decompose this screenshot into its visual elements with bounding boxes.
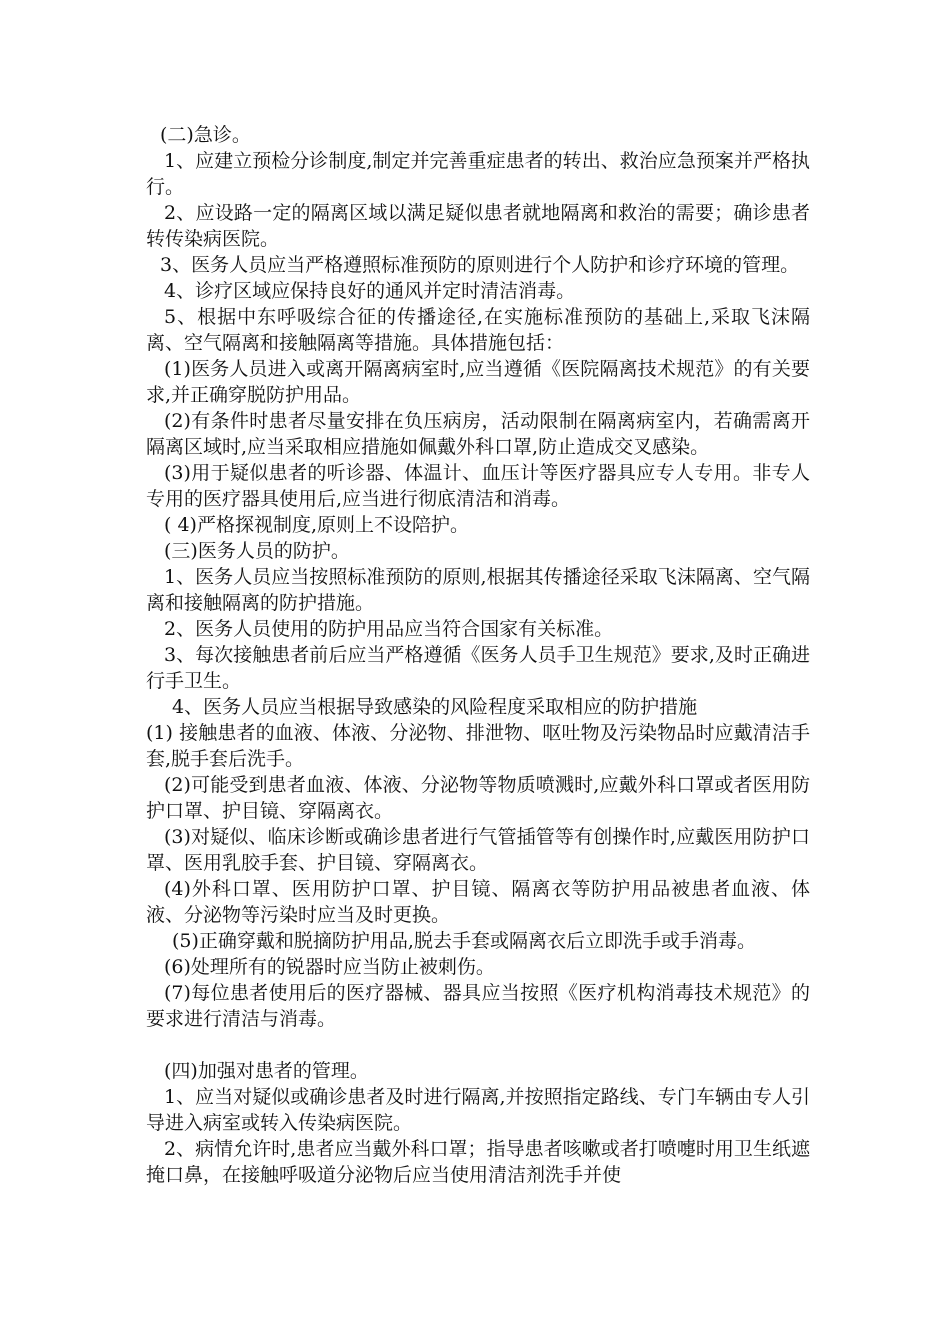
paragraph: 2、应设路一定的隔离区域以满足疑似患者就地隔离和救治的需要；确诊患者转传染病医院。 bbox=[146, 202, 810, 250]
paragraph: 2、病情允许时,患者应当戴外科口罩；指导患者咳嗽或者打喷嚏时用卫生纸遮掩口鼻，在接触呼吸道分泌物后应当使用清洁剂洗手并使 bbox=[146, 1138, 810, 1186]
paragraph: (2)有条件时患者尽量安排在负压病房，活动限制在隔离病室内，若确需离开隔离区域时,应当采取相应措施如佩戴外科口罩,防止造成交叉感染。 bbox=[146, 410, 810, 458]
paragraph: ( 4)严格探视制度,原则上不设陪护。 bbox=[164, 514, 469, 536]
paragraph: 4、诊疗区域应保持良好的通风并定时清洁消毒。 bbox=[164, 280, 576, 302]
paragraph: (1) 接触患者的血液、体液、分泌物、排泄物、呕吐物及污染物品时应戴清洁手套,脱手套后洗手。 bbox=[146, 722, 810, 770]
paragraph: (5)正确穿戴和脱摘防护用品,脱去手套或隔离衣后立即洗手或手消毒。 bbox=[172, 930, 756, 952]
paragraph: (2)可能受到患者血液、体液、分泌物等物质喷溅时,应戴外科口罩或者医用防护口罩、护目镜、穿隔离衣。 bbox=[146, 774, 810, 822]
paragraph: 5、根据中东呼吸综合征的传播途径,在实施标准预防的基础上,采取飞沫隔离、空气隔离和接触隔离等措施。具体措施包括： bbox=[146, 306, 810, 354]
paragraph: (3)对疑似、临床诊断或确诊患者进行气管插管等有创操作时,应戴医用防护口罩、医用乳胶手套、护目镜、穿隔离衣。 bbox=[146, 826, 810, 874]
paragraph: (三)医务人员的防护。 bbox=[164, 540, 350, 562]
paragraph: 1、应当对疑似或确诊患者及时进行隔离,并按照指定路线、专门车辆由专人引导进入病室或转入传染病医院。 bbox=[146, 1086, 810, 1134]
paragraph: (二)急诊。 bbox=[160, 124, 251, 146]
paragraph: (4)外科口罩、医用防护口罩、护目镜、隔离衣等防护用品被患者血液、体液、分泌物等污染时应当及时更换。 bbox=[146, 878, 810, 926]
paragraph: 3、每次接触患者前后应当严格遵循《医务人员手卫生规范》要求,及时正确进行手卫生。 bbox=[146, 644, 810, 692]
paragraph: 3、医务人员应当严格遵照标准预防的原则进行个人防护和诊疗环境的管理。 bbox=[160, 254, 800, 276]
paragraph: 4、医务人员应当根据导致感染的风险程度采取相应的防护措施 bbox=[172, 696, 698, 718]
document-body bbox=[146, 122, 810, 1188]
paragraph: 1、应建立预检分诊制度,制定并完善重症患者的转出、救治应急预案并严格执行。 bbox=[146, 150, 810, 198]
paragraph: (1)医务人员进入或离开隔离病室时,应当遵循《医院隔离技术规范》的有关要求,并正确穿脱防护用品。 bbox=[146, 358, 810, 406]
paragraph: (7)每位患者使用后的医疗器械、器具应当按照《医疗机构消毒技术规范》的要求进行清洁与消毒。 bbox=[146, 982, 810, 1030]
paragraph: 1、医务人员应当按照标准预防的原则,根据其传播途径采取飞沫隔离、空气隔离和接触隔离的防护措施。 bbox=[146, 566, 810, 614]
paragraph: 2、医务人员使用的防护用品应当符合国家有关标准。 bbox=[164, 618, 614, 640]
paragraph: (四)加强对患者的管理。 bbox=[164, 1060, 369, 1082]
paragraph-gap bbox=[146, 1032, 810, 1058]
paragraph: (6)处理所有的锐器时应当防止被刺伤。 bbox=[164, 956, 495, 978]
paragraph: (3)用于疑似患者的听诊器、体温计、血压计等医疗器具应专人专用。非专人专用的医疗器具使用后,应当进行彻底清洁和消毒。 bbox=[146, 462, 810, 510]
